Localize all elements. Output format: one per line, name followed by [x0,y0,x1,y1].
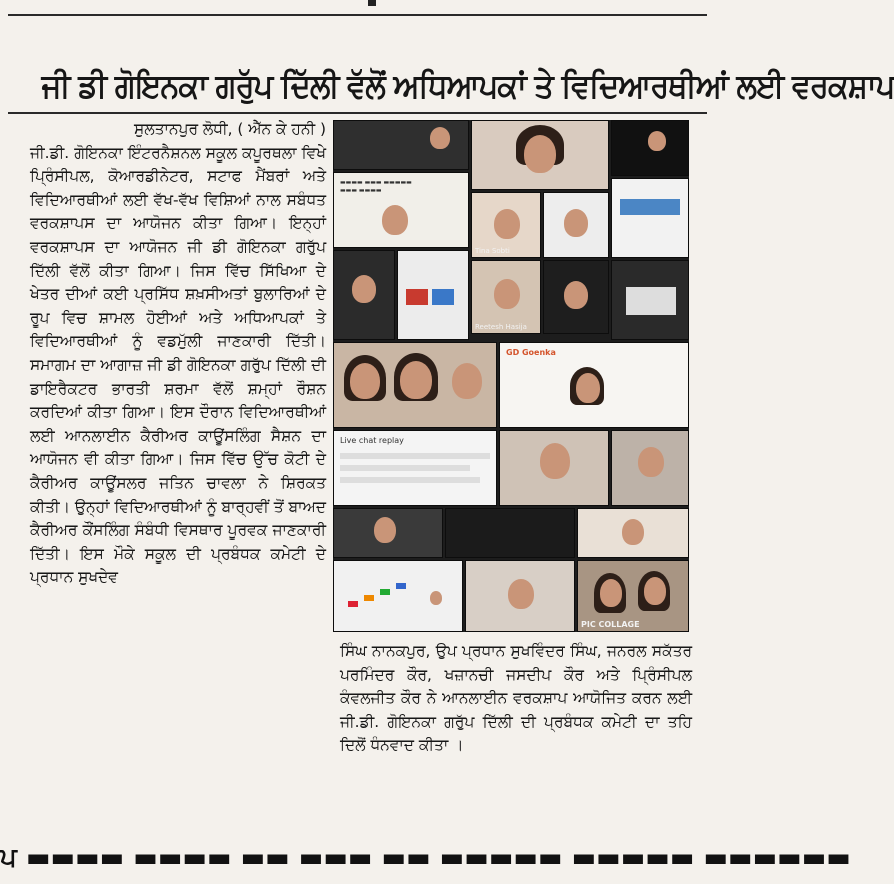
participant-face [430,591,442,605]
chat-line [340,453,490,459]
article-column-right [340,640,692,758]
participant-name: Reetesh Hasija [475,323,527,331]
video-tile [499,430,609,506]
video-tile [577,560,689,632]
collage-watermark: PIC COLLAGE [581,620,640,629]
participant-name: Tina Sobti [475,247,510,255]
slide-block [406,289,428,305]
video-tile [333,508,443,558]
slide-text-block: ▬▬▬▬ ▬▬▬ ▬▬▬▬▬ ▬▬▬ ▬▬▬▬ [340,179,412,194]
slide-tile [397,250,469,340]
participant-face [374,517,396,543]
participant-face [564,209,588,237]
participant-face [600,579,622,607]
top-rule [8,14,707,16]
next-headline-cutoff: ਪ ▬▬▬▬ ▬▬▬▬ ▬▬ ▬▬▬ ▬▬ ▬▬▬▬▬ ▬▬▬▬▬ ▬▬▬▬▬▬ [0,843,851,873]
slide-tile [499,342,689,428]
video-tile [543,192,609,258]
participant-face [382,205,408,235]
slide-tile [333,172,469,248]
video-tile [333,120,469,170]
video-tile [333,250,395,340]
page-top-mark [368,0,376,6]
chat-line [340,465,470,471]
byline: ਸੁਲਤਾਨਪੁਰ ਲੋਧੀ, ( ਐੱਨ ਕੇ ਹਨੀ ) [134,120,326,138]
slide-title: GD Goenka [506,348,556,357]
participant-face [644,577,666,605]
slide-step [380,589,390,595]
slide-tile [611,178,689,258]
slide-tile [333,560,463,632]
participant-face [350,363,380,399]
video-tile [611,430,689,506]
headline-rule [8,112,707,114]
participant-face [400,361,432,399]
video-tile [611,260,689,340]
video-tile [577,508,689,558]
slide-block [432,289,454,305]
video-tile [445,508,575,558]
participant-face [564,281,588,309]
video-tile [471,260,541,334]
slide-step [364,595,374,601]
video-tile [543,260,609,334]
participant-face [508,579,534,609]
video-tile [611,120,689,176]
participant-face [524,135,556,173]
chat-tile [333,430,497,506]
video-tile [471,120,609,190]
participant-face [622,519,644,545]
slide-banner [620,199,680,215]
whiteboard [626,287,676,315]
video-tile [471,192,541,258]
participant-face [452,363,482,399]
video-tile [333,342,497,428]
chat-line [340,477,480,483]
participant-face [352,275,376,303]
participant-face [494,279,520,309]
headline: ਜੀ ਡੀ ਗੋਇਨਕਾ ਗਰੁੱਪ ਦਿੱਲੀ ਵੱਲੋਂ ਅਧਿਆਪਕਾਂ ਤੇ ਵਿਦਿਆਰਥੀਆਂ ਲਈ ਵਰਕਸ਼ਾਪ [41,66,894,106]
participant-face [494,209,520,239]
photo-collage [333,120,689,632]
participant-face [540,443,570,479]
article-body-right: ਸਿੰਘ ਨਾਨਕਪੁਰ, ਉਪ ਪ੍ਰਧਾਨ ਸੁਖਵਿੰਦਰ ਸਿੰਘ, ਜਨਰਲ ਸਕੱਤਰ ਪਰਮਿੰਦਰ ਕੌਰ, ਖਜ਼ਾਨਚੀ ਜਸਦੀਪ ਕੌਰ ਅਤੇ ਪ੍ਰਿੰਸੀਪਲ ਕੰਵਲਜੀਤ ਕੌਰ ਨੇ ਆਨਲਾਈਨ ਵਰਕਸ਼ਾਪ ਆਯੋਜਿਤ ਕਰਨ ਲਈ ਜੀ.ਡੀ. ਗੋਇਨਕਾ ਗਰੁੱਪ ਦਿੱਲੀ ਦੀ ਪ੍ਰਬੰਧਕ ਕਮੇਟੀ ਦਾ ਤਹਿ ਦਿਲੋਂ ਧੰਨਵਾਦ ਕੀਤਾ । [340,642,692,755]
participant-face [648,131,666,151]
slide-step [348,601,358,607]
participant-face [430,127,450,149]
slide-step [396,583,406,589]
video-tile [465,560,575,632]
article-column-left [30,118,326,590]
participant-face [638,447,664,477]
participant-face [576,373,600,403]
article-body-left: ਜੀ.ਡੀ. ਗੋਇਨਕਾ ਇੰਟਰਨੈਸ਼ਨਲ ਸਕੂਲ ਕਪੂਰਥਲਾ ਵਿਖੇ ਪ੍ਰਿੰਸੀਪਲ, ਕੋਆਰਡੀਨੇਟਰ, ਸਟਾਫ ਮੈਂਬਰਾਂ ਅਤੇ ਵਿਦਿਆਰਥੀਆਂ ਲਈ ਵੱਖ-ਵੱਖ ਵਿਸ਼ਿਆਂ ਨਾਲ ਸਬੰਧਤ ਵਰਕਸ਼ਾਪਸ ਦਾ ਆਯੋਜਨ ਕੀਤਾ ਗਿਆ। ਇਨ੍ਹਾਂ ਵਰਕਸ਼ਾਪਸ ਦਾ ਆਯੋਜਨ ਜੀ ਡੀ ਗੋਇਨਕਾ ਗਰੁੱਪ ਦਿੱਲੀ ਵੱਲੋਂ ਕੀਤਾ ਗਿਆ। ਜਿਸ ਵਿੱਚ ਸਿੱਖਿਆ ਦੇ ਖੇਤਰ ਦੀਆਂ ਕਈ ਪ੍ਰਸਿੱਧ ਸ਼ਖ਼ਸੀਅਤਾਂ ਬੁਲਾਰਿਆਂ ਦੇ ਰੂਪ ਵਿਚ ਸ਼ਾਮਲ ਹੋਈਆਂ ਅਤੇ ਅਧਿਆਪਕਾਂ ਤੇ ਵਿਦਿਆਰਥੀਆਂ ਨੂੰ ਵਡਮੁੱਲੀ ਜਾਣਕਾਰੀ ਦਿੱਤੀ। ਸਮਾਗਮ ਦਾ ਆਗਾਜ਼ ਜੀ ਡੀ ਗੋਇਨਕਾ ਗਰੁੱਪ ਦਿੱਲੀ ਦੀ ਡਾਇਰੈਕਟਰ ਭਾਰਤੀ ਸ਼ਰਮਾ ਵੱਲੋਂ ਸ਼ਮ੍ਹਾਂ ਰੌਸ਼ਨ ਕਰਦਿਆਂ ਕੀਤਾ ਗਿਆ। ਇਸ ਦੌਰਾਨ ਵਿਦਿਆਰਥੀਆਂ ਲਈ ਆਨਲਾਈਨ ਕੈਰੀਅਰ ਕਾਊਂਸਲਿੰਗ ਸੈਸ਼ਨ ਦਾ ਆਯੋਜਨ ਵੀ ਕੀਤਾ ਗਿਆ। ਜਿਸ ਵਿੱਚ ਉੱਚ ਕੋਟੀ ਦੇ ਕੈਰੀਅਰ ਕਾਊਂਸਲਰ ਜਤਿਨ ਚਾਵਲਾ ਨੇ ਸ਼ਿਰਕਤ ਕੀਤੀ। ਉਨ੍ਹਾਂ ਵਿਦਿਆਰਥੀਆਂ ਨੂੰ ਬਾਰ੍ਹਵੀਂ ਤੋਂ ਬਾਅਦ ਕੈਰੀਅਰ ਕੌਂਸਲਿੰਗ ਸੰਬੰਧੀ ਵਿਸਥਾਰ ਪੂਰਵਕ ਜਾਣਕਾਰੀ ਦਿੱਤੀ। ਇਸ ਮੌਕੇ ਸਕੂਲ ਦੀ ਪ੍ਰਬੰਧਕ ਕਮੇਟੀ ਦੇ ਪ੍ਰਧਾਨ ਸੁਖਦੇਵ [30,143,326,587]
chat-title: Live chat replay [340,436,404,445]
